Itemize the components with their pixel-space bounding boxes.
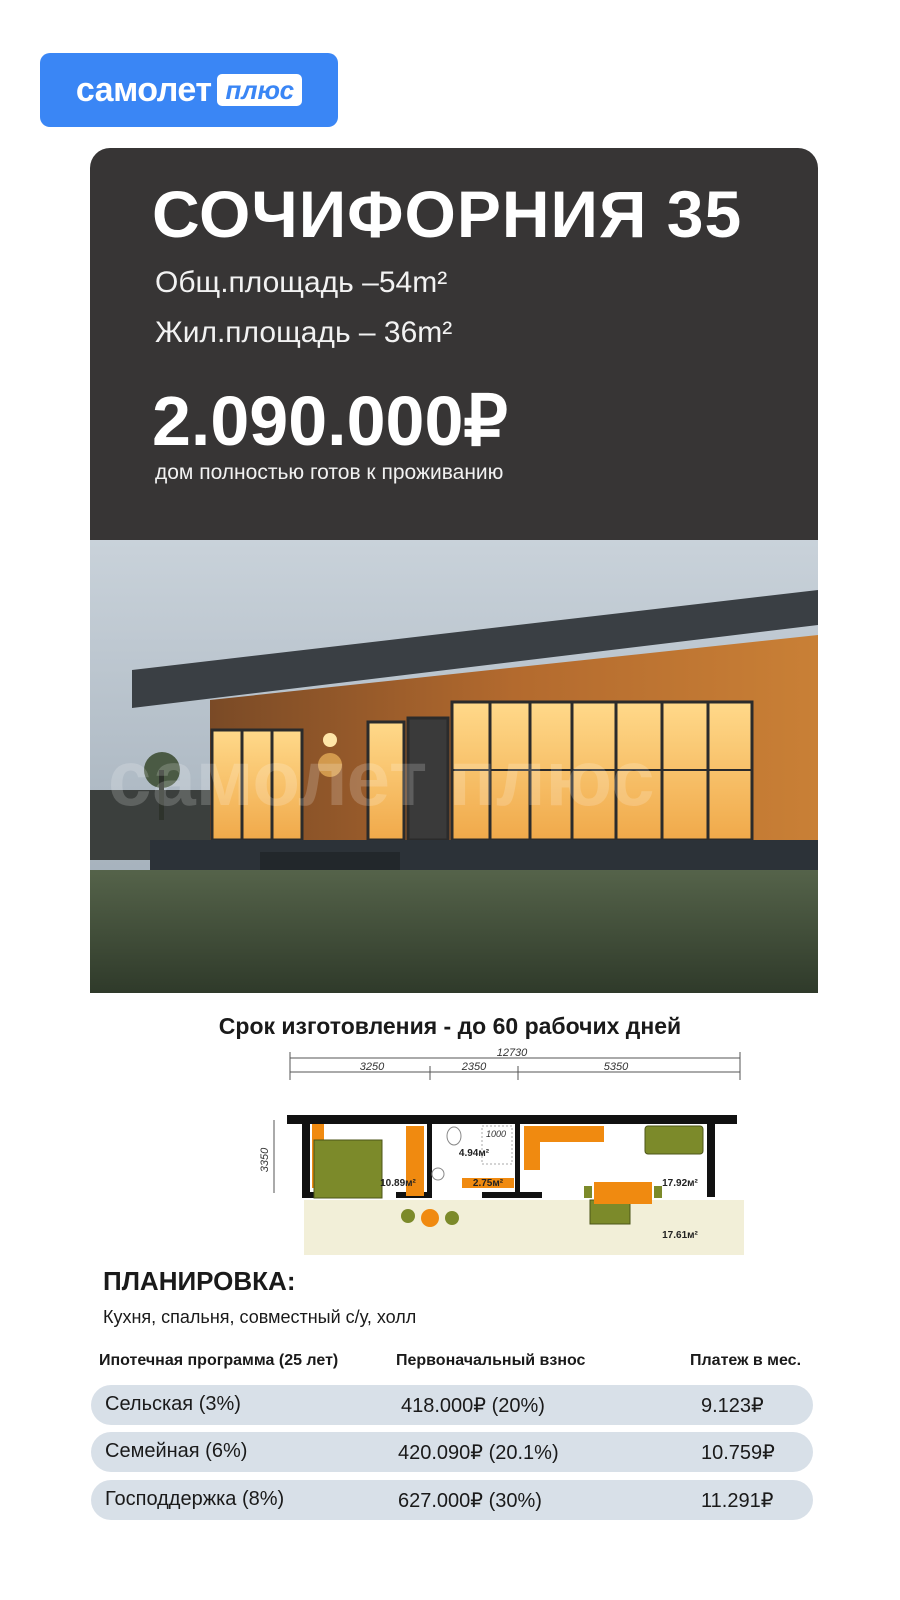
dim-small: 1000 bbox=[485, 1129, 507, 1139]
row-monthly: 10.759₽ bbox=[701, 1442, 775, 1464]
layout-title: ПЛАНИРОВКА: bbox=[103, 1266, 296, 1296]
logo-text: самолет bbox=[75, 70, 212, 109]
row-down-payment: 420.090₽ (20.1%) bbox=[398, 1442, 559, 1464]
dim-left: 3250 bbox=[359, 1061, 385, 1073]
logo-badge: плюс bbox=[217, 74, 302, 106]
row-down-payment: 627.000₽ (30%) bbox=[398, 1490, 542, 1512]
row-down-payment: 418.000₽ (20%) bbox=[401, 1395, 545, 1417]
living-area: Жил.площадь – 36m² bbox=[155, 316, 453, 349]
photo-watermark: самолет плюс bbox=[108, 734, 655, 822]
production-term: Срок изготовления - до 60 рабочих дней bbox=[218, 1013, 682, 1039]
mortgage-row bbox=[91, 1480, 813, 1520]
row-program: Сельская (3%) bbox=[105, 1393, 241, 1415]
header-down-payment: Первоначальный взнос bbox=[396, 1352, 586, 1369]
ready-note: дом полностью готов к проживанию bbox=[155, 461, 504, 484]
brand-logo[interactable] bbox=[40, 53, 338, 127]
mortgage-row bbox=[91, 1432, 813, 1472]
label-hall: 2.75м² bbox=[472, 1178, 504, 1189]
row-monthly: 11.291₽ bbox=[701, 1490, 774, 1512]
house-title: СОЧИФОРНИЯ 35 bbox=[152, 177, 743, 251]
label-terrace: 17.61м² bbox=[662, 1230, 698, 1241]
label-bathroom: 4.94м² bbox=[458, 1148, 490, 1159]
layout-description: Кухня, спальня, совместный с/у, холл bbox=[103, 1307, 417, 1327]
floor-plan bbox=[259, 1047, 768, 1298]
dim-height: 3350 bbox=[259, 1147, 271, 1173]
dim-right: 5350 bbox=[603, 1061, 629, 1073]
label-bedroom: 10.89м² bbox=[380, 1178, 416, 1189]
header-program: Ипотечная программа (25 лет) bbox=[99, 1352, 339, 1369]
price: 2.090.000₽ bbox=[152, 382, 508, 460]
row-program: Господдержка (8%) bbox=[105, 1488, 285, 1510]
house-photo bbox=[90, 540, 818, 993]
row-program: Семейная (6%) bbox=[105, 1440, 248, 1462]
mortgage-row bbox=[91, 1385, 813, 1425]
label-kitchen: 17.92м² bbox=[662, 1178, 698, 1189]
row-monthly: 9.123₽ bbox=[701, 1395, 764, 1417]
hero-card bbox=[90, 148, 818, 993]
header-monthly: Платеж в мес. bbox=[690, 1352, 802, 1369]
dim-total: 12730 bbox=[496, 1047, 528, 1059]
total-area: Общ.площадь –54m² bbox=[155, 266, 448, 299]
dim-middle: 2350 bbox=[461, 1061, 487, 1073]
